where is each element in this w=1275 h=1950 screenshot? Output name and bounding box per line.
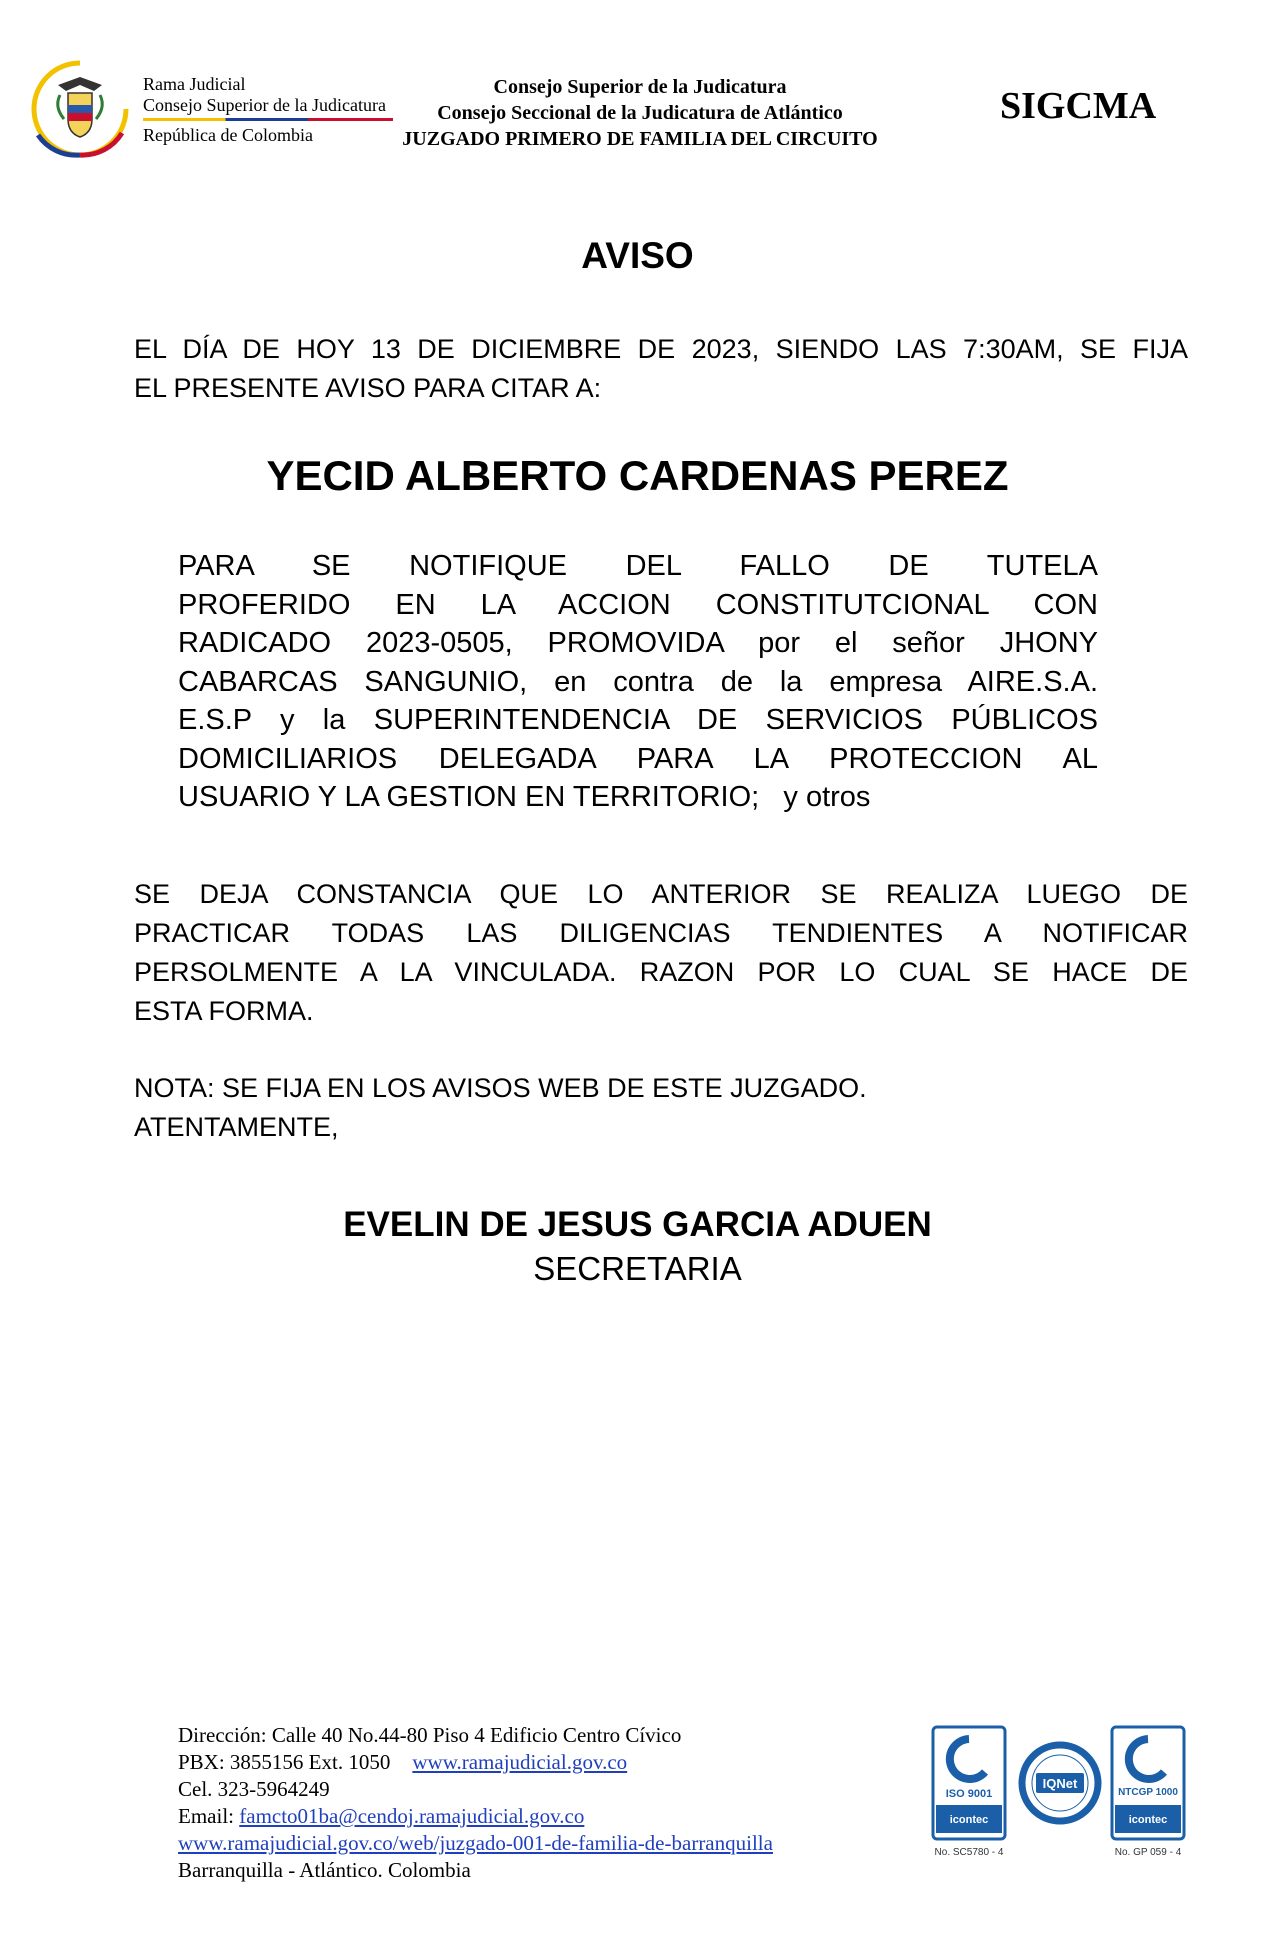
court-website-link[interactable]: www.ramajudicial.gov.co/web/juzgado-001-de-familia-de-barranquilla <box>178 1831 773 1855</box>
note-block <box>134 1069 867 1147</box>
cert3-org: icontec <box>1128 1814 1168 1826</box>
constancia-line: ESTA FORMA. <box>134 996 314 1026</box>
signer-role: SECRETARIA <box>533 1250 742 1287</box>
rama-judicial-logo <box>30 55 130 165</box>
cert3-label: NTCGP 1000 <box>1118 1787 1178 1798</box>
header-line-juzgado: JUZGADO PRIMERO DE FAMILIA DEL CIRCUITO <box>402 128 878 150</box>
footer-email-label: Email: <box>178 1804 234 1828</box>
iqnet-badge <box>1022 1745 1098 1821</box>
notice-line: E.S.P y la SUPERINTENDENCIA DE SERVICIOS PÚBLICOS <box>178 704 1098 736</box>
header-institution <box>360 74 920 152</box>
coat-of-arms-icon <box>30 55 130 165</box>
footer-cel: Cel. 323-5964249 <box>178 1777 330 1801</box>
footer-city: Barranquilla - Atlántico. Colombia <box>178 1858 471 1882</box>
notice-line: USUARIO Y LA GESTION EN TERRITORIO; y otros <box>178 781 871 813</box>
intro-paragraph <box>134 330 1188 408</box>
flag-rule <box>143 118 393 121</box>
cert1-label: ISO 9001 <box>945 1788 993 1800</box>
constancia-line: PERSOLMENTE A LA VINCULADA. RAZON POR LO CUAL SE HACE DE <box>134 957 1188 987</box>
email-link[interactable]: famcto01ba@cendoj.ramajudicial.gov.co <box>239 1804 585 1828</box>
header-line-consejo-seccional: Consejo Seccional de la Judicatura de Atlántico <box>437 102 843 124</box>
footer-address: Dirección: Calle 40 No.44-80 Piso 4 Edificio Centro Cívico <box>178 1723 682 1747</box>
brand-line-rama: Rama Judicial <box>143 74 246 94</box>
notice-line: RADICADO 2023-0505, PROMOVIDA por el señor JHONY <box>178 627 1098 659</box>
header-line-consejo-superior: Consejo Superior de la Judicatura <box>493 76 787 98</box>
page-title: AVISO <box>581 235 694 276</box>
constancia-line: SE DEJA CONSTANCIA QUE LO ANTERIOR SE REALIZA LUEGO DE <box>134 879 1188 909</box>
cert3-number: No. GP 059 - 4 <box>1114 1847 1182 1858</box>
notice-line: DOMICILIARIOS DELEGADA PARA LA PROTECCION AL <box>178 742 1098 775</box>
sigcma-label: SIGCMA <box>1000 85 1157 127</box>
brand-block <box>143 74 393 146</box>
brand-line-republica: República de Colombia <box>143 125 313 145</box>
constancia-line: PRACTICAR TODAS LAS DILIGENCIAS TENDIENTES A NOTIFICAR <box>134 918 1188 948</box>
cert1-number: No. SC5780 - 4 <box>934 1847 1004 1858</box>
iso-9001-badge <box>933 1727 1005 1858</box>
footer-phone-row <box>178 1749 773 1776</box>
recipient-name: YECID ALBERTO CARDENAS PEREZ <box>266 452 1009 499</box>
cert1-org: icontec <box>949 1814 989 1826</box>
cert2-label: IQNet <box>1042 1776 1078 1791</box>
notice-line: PROFERIDO EN LA ACCION CONSTITUTCIONAL CON <box>178 588 1098 621</box>
intro-line: EL PRESENTE AVISO PARA CITAR A: <box>134 373 602 403</box>
intro-line: EL DÍA DE HOY 13 DE DICIEMBRE DE 2023, SIENDO LAS 7:30AM, SE FIJA <box>134 334 1188 364</box>
notice-paragraph <box>178 547 1098 817</box>
ntcgp-1000-badge <box>1112 1727 1184 1858</box>
footer-email-row <box>178 1803 773 1830</box>
brand-line-consejo: Consejo Superior de la Judicatura <box>143 95 386 115</box>
notice-line: PARA SE NOTIFIQUE DEL FALLO DE TUTELA <box>178 550 1098 582</box>
notice-line: CABARCAS SANGUNIO, en contra de la empresa AIRE.S.A. <box>178 665 1098 698</box>
signer-name: EVELIN DE JESUS GARCIA ADUEN <box>343 1205 932 1244</box>
footer-contact <box>178 1722 773 1884</box>
footer-pbx: PBX: 3855156 Ext. 1050 <box>178 1750 391 1774</box>
nota-text: NOTA: SE FIJA EN LOS AVISOS WEB DE ESTE JUZGADO. <box>134 1073 867 1103</box>
closing-text: ATENTAMENTE, <box>134 1112 339 1142</box>
constancia-paragraph <box>134 875 1188 1031</box>
website-link[interactable]: www.ramajudicial.gov.co <box>412 1750 628 1774</box>
certification-logos <box>930 1725 1190 1865</box>
